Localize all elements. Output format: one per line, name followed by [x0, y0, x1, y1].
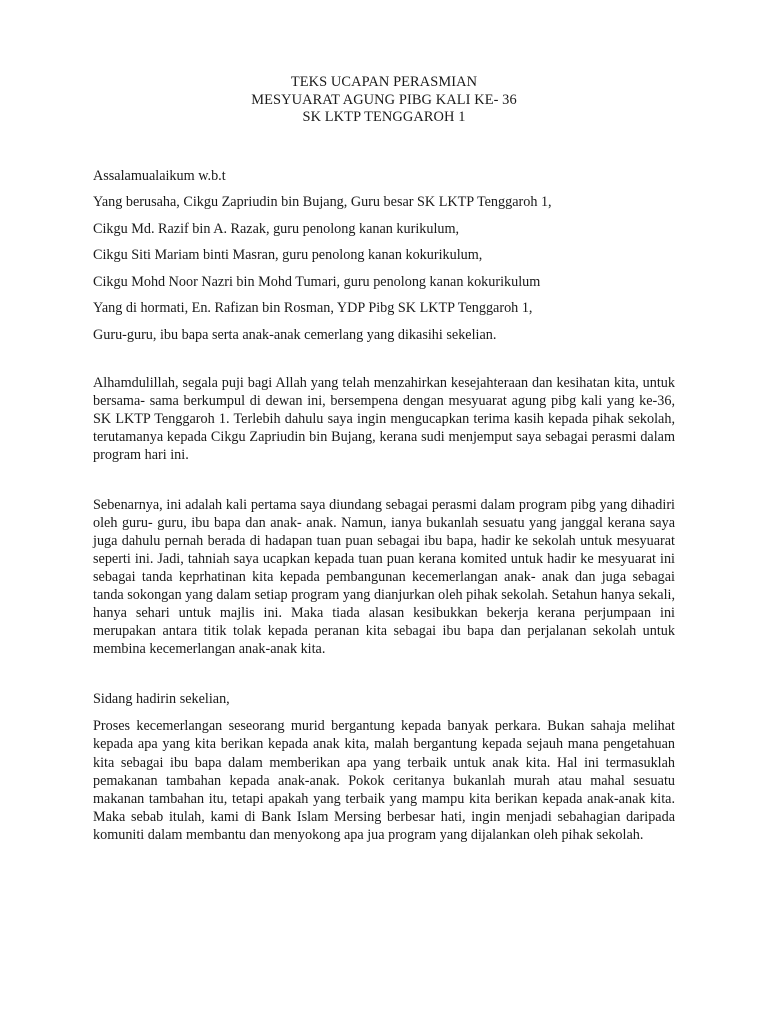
greeting-list [93, 167, 675, 345]
document-title [93, 74, 675, 127]
sidang-hadirin: Sidang hadirin sekelian, [93, 691, 230, 708]
paragraph-proses: Proses kecemerlangan seseorang murid bergantung kepada banyak perkara. Bukan sahaja melihat kepada apa yang kita berikan kepada anak kita, malah bergantung kepada sejauh mana pengetahuan kita sebagai ibu bapa dalam memberikan apa yang terbaik untuk anak kita. Hal ini termasuklah pemakanan tambahan kepada anak-anak. Pokok ceritanya bukanlah murah atau mahal sesuatu makanan tambahan itu, tetapi apakah yang terbaik yang mampu kita berikan kepada anak-anak kita. Maka sebab itulah, kami di Bank Islam Mersing berbesar hati, ingin menjadi sebahagian daripada komuniti dalam membantu dan menyokong apa jua program yang dijalankan oleh pihak sekolah. [93, 718, 675, 843]
greeting-line: Assalamualaikum w.b.t [93, 167, 226, 184]
paragraph-alhamdulillah: Alhamdulillah, segala puji bagi Allah yang telah menzahirkan kesejahteraan dan kesihatan kita, untuk bersama- sama berkumpul di dewan ini, bersempena dengan mesyuarat agung pibg kali yang ke-36, SK LKTP Tenggaroh 1. Terlebih dahulu saya ingin mengucapkan terima kasih kepada pihak sekolah, terutamanya kepada Cikgu Zapriudin bin Bujang, kerana sudi menjemput saya sebagai perasmi dalam program hari ini. [93, 375, 675, 464]
title-line-2: MESYUARAT AGUNG PIBG KALI KE- 36 [251, 91, 517, 108]
greeting-line: Yang berusaha, Cikgu Zapriudin bin Bujang, Guru besar SK LKTP Tenggaroh 1, [93, 194, 552, 211]
title-line-3: SK LKTP TENGGAROH 1 [302, 109, 466, 125]
greeting-line: Yang di hormati, En. Rafizan bin Rosman, YDP Pibg SK LKTP Tenggaroh 1, [93, 300, 533, 317]
greeting-line: Cikgu Mohd Noor Nazri bin Mohd Tumari, guru penolong kanan kokurikulum [93, 273, 541, 290]
greeting-line: Guru-guru, ibu bapa serta anak-anak cemerlang yang dikasihi sekelian. [93, 327, 497, 344]
title-line-1: TEKS UCAPAN PERASMIAN [290, 74, 478, 90]
greeting-line: Cikgu Md. Razif bin A. Razak, guru penolong kanan kurikulum, [93, 220, 460, 237]
paragraph-sebenarnya: Sebenarnya, ini adalah kali pertama saya diundang sebagai perasmi dalam program pibg yang dihadiri oleh guru- guru, ibu bapa dan anak- anak. Namun, ianya bukanlah sesuatu yang janggal kerana saya juga dahulu pernah berada di hadapan tuan puan sebagai ibu bapa, hadir ke sekolah untuk mesyuarat seperti ini. Jadi, tahniah saya ucapkan kepada tuan puan kerana komited untuk hadir ke mesyuarat ini sebagai tanda keprhatinan kita kepada pembangunan kecemerlangan anak- anak dan juga sebagai tanda sokongan yang dalam setiap program yang dianjurkan oleh pihak sekolah. Setahun hanya sekali, hanya sehari untuk majlis ini. Maka tiada alasan kesibukkan bekerja kerana perjumpaan ini merupakan antara titik tolak kepada peranan kita sebagai ibu bapa dan perjalanan sekolah untuk membina kecemerlangan anak-anak kita. [93, 496, 675, 658]
document-page [93, 74, 675, 844]
greeting-line: Cikgu Siti Mariam binti Masran, guru penolong kanan kokurikulum, [93, 247, 483, 264]
